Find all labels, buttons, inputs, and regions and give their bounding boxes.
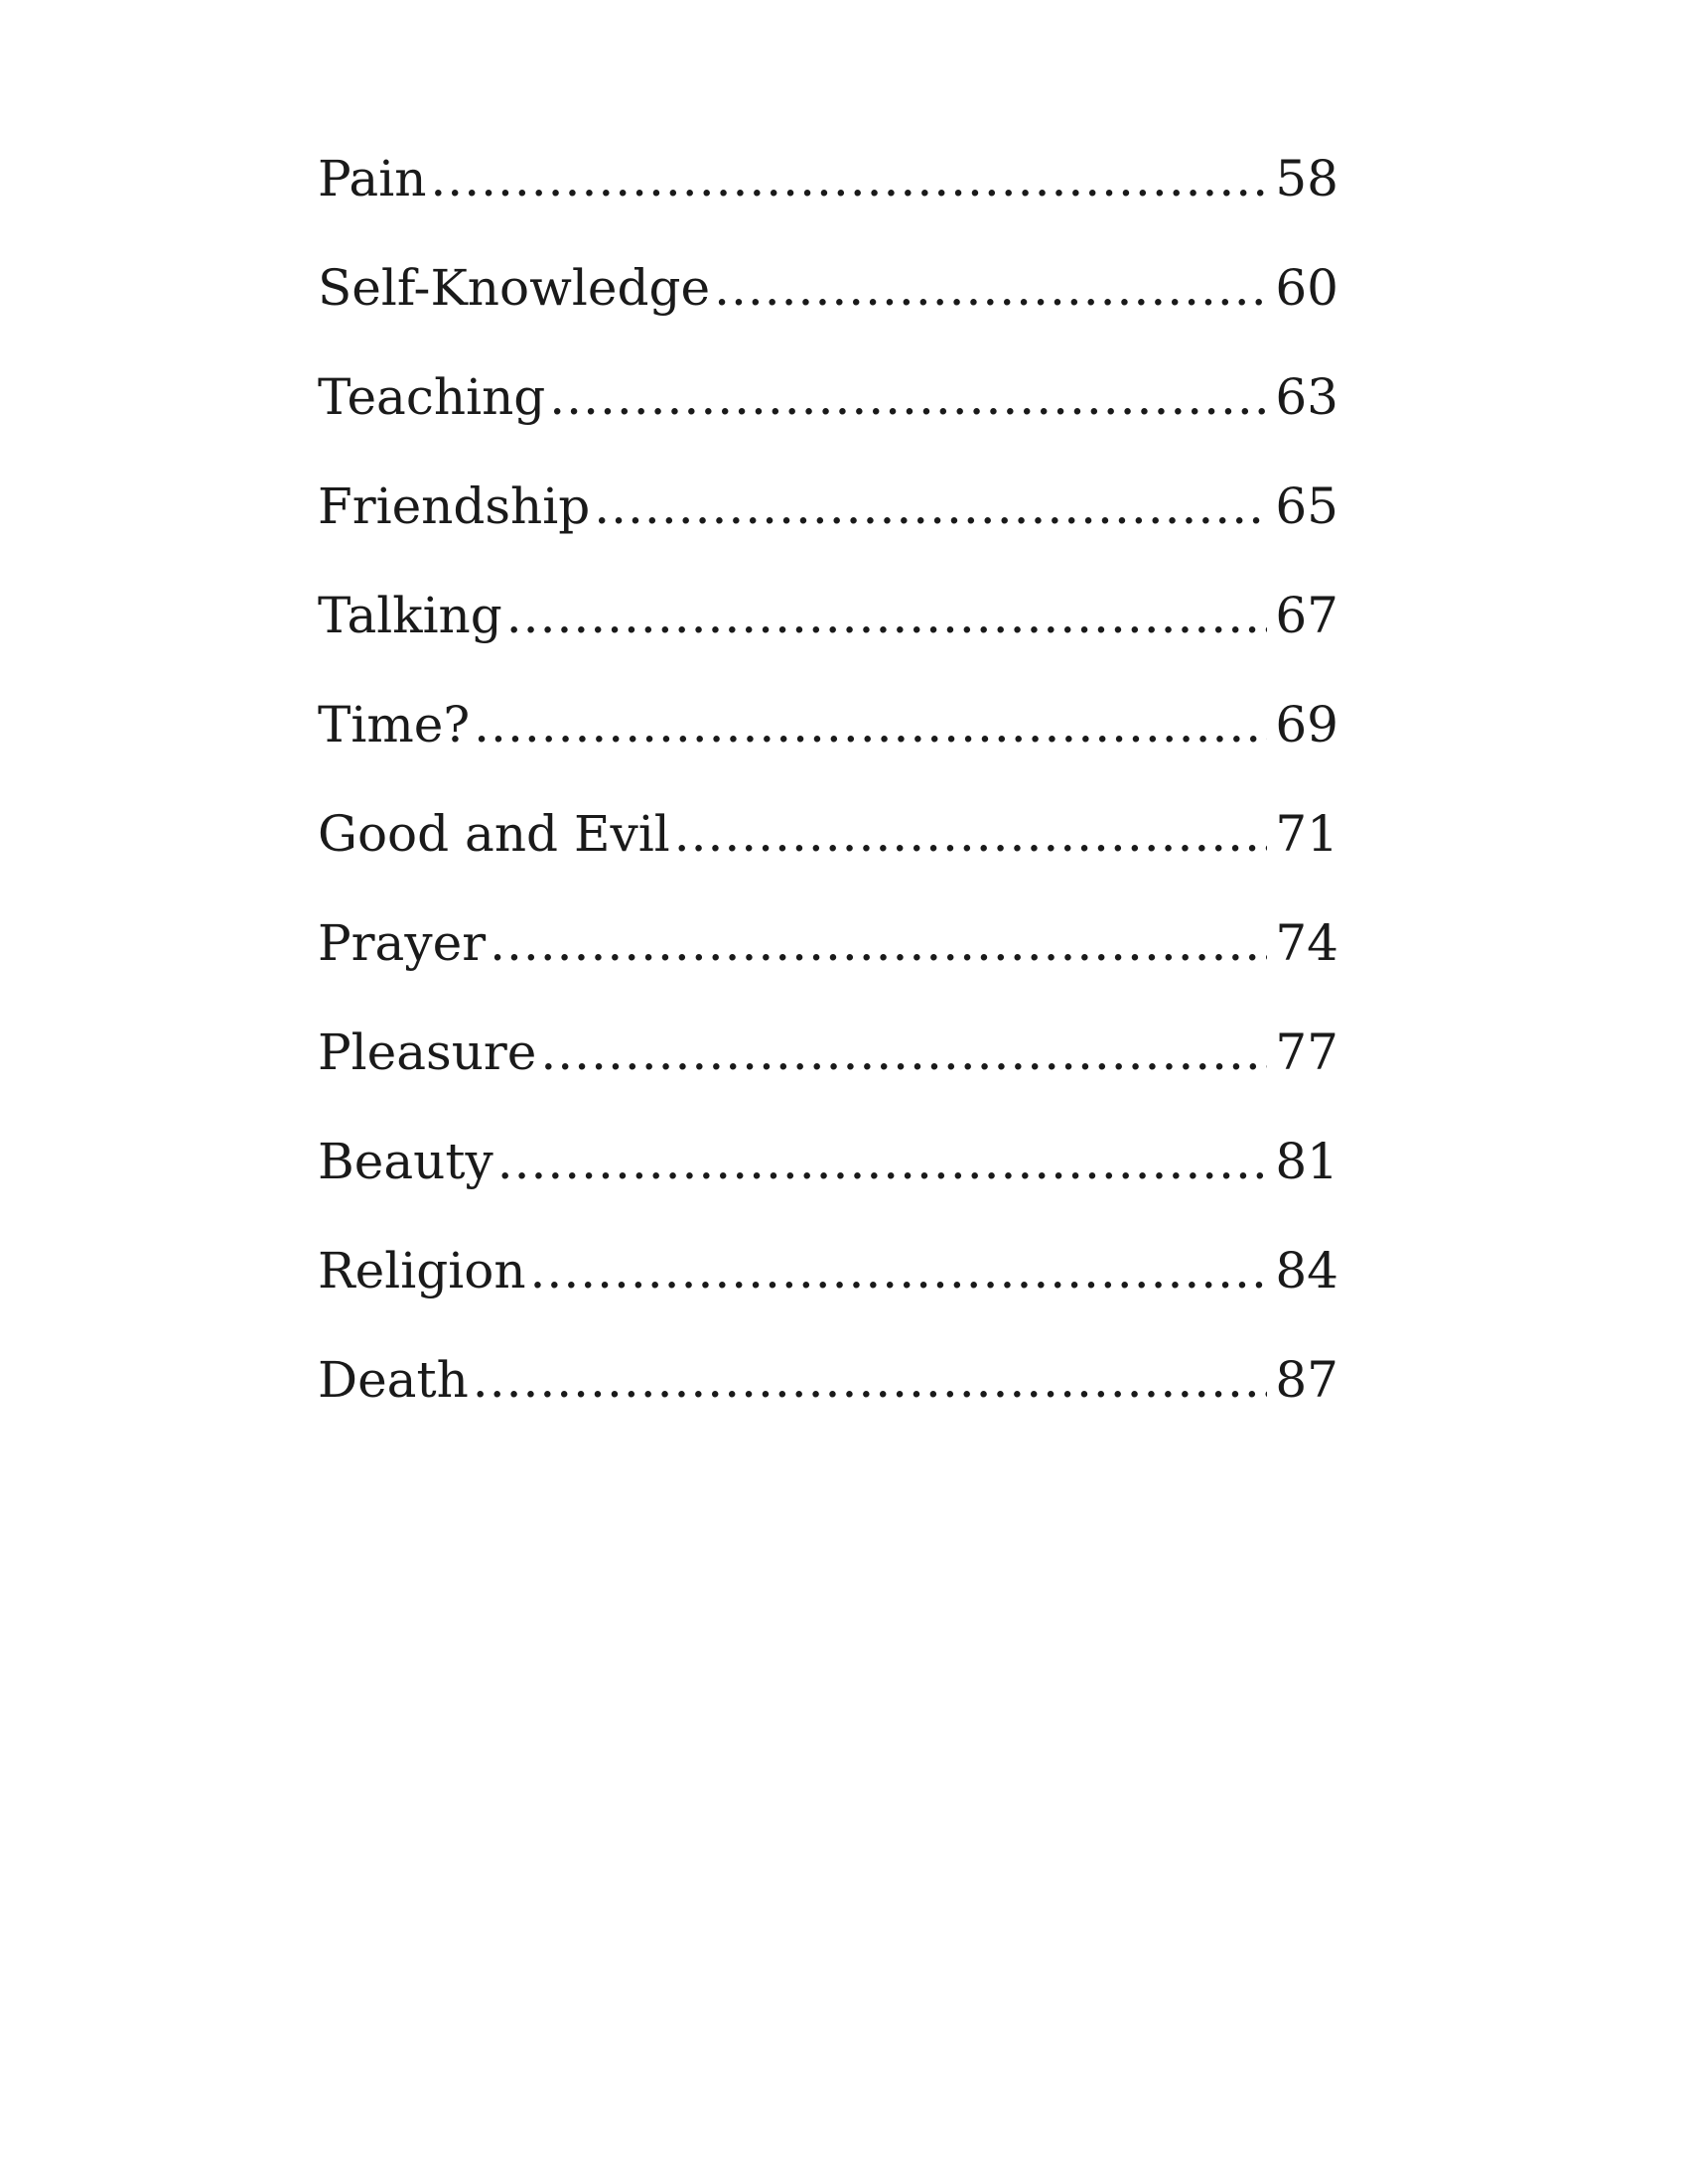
toc-entry-page-number: 63 [1275,368,1338,426]
toc-entry-title: Prayer [318,914,487,972]
dot-leader [474,695,1267,754]
toc-entry-prayer[interactable] [318,913,1338,1023]
toc-entry-page-number: 81 [1275,1133,1338,1190]
toc-entry-title: Beauty [318,1133,493,1190]
toc-entry-page-number: 74 [1275,914,1338,972]
toc-entry-page-number: 58 [1275,150,1338,207]
dot-leader [594,477,1267,536]
dot-leader [674,804,1268,864]
toc-entry-title: Pain [318,150,427,207]
dot-leader [714,258,1267,318]
toc-entry-pleasure[interactable] [318,1023,1338,1132]
dot-leader [497,1132,1268,1191]
toc-entry-title: Talking [318,587,502,644]
toc-entry-title: Teaching [318,368,546,426]
toc-entry-title: Friendship [318,478,591,535]
dot-leader [490,913,1267,973]
toc-entry-good-and-evil[interactable] [318,804,1338,913]
toc-entry-title: Religion [318,1242,526,1299]
toc-entry-page-number: 71 [1275,805,1338,863]
toc-entry-page-number: 69 [1275,696,1338,753]
toc-entry-page-number: 60 [1275,259,1338,317]
toc-entry-page-number: 84 [1275,1242,1338,1299]
table-of-contents [318,149,1338,1459]
toc-entry-page-number: 67 [1275,587,1338,644]
toc-entry-title: Self-Knowledge [318,259,711,317]
dot-leader [506,586,1268,645]
toc-entry-talking[interactable] [318,586,1338,695]
toc-entry-page-number: 65 [1275,478,1338,535]
dot-leader [530,1241,1268,1300]
toc-entry-death[interactable] [318,1350,1338,1459]
toc-entry-time[interactable] [318,695,1338,804]
toc-entry-friendship[interactable] [318,477,1338,586]
toc-entry-page-number: 77 [1275,1024,1338,1081]
toc-entry-self-knowledge[interactable] [318,258,1338,367]
dot-leader [430,149,1267,208]
dot-leader [473,1350,1268,1410]
toc-entry-pain[interactable] [318,149,1338,258]
toc-entry-title: Death [318,1351,469,1409]
dot-leader [540,1023,1267,1082]
dot-leader [549,367,1267,427]
toc-entry-beauty[interactable] [318,1132,1338,1241]
toc-entry-teaching[interactable] [318,367,1338,477]
toc-entry-religion[interactable] [318,1241,1338,1350]
toc-entry-title: Good and Evil [318,805,670,863]
toc-entry-title: Time? [318,696,471,753]
toc-entry-title: Pleasure [318,1024,537,1081]
toc-entry-page-number: 87 [1275,1351,1338,1409]
